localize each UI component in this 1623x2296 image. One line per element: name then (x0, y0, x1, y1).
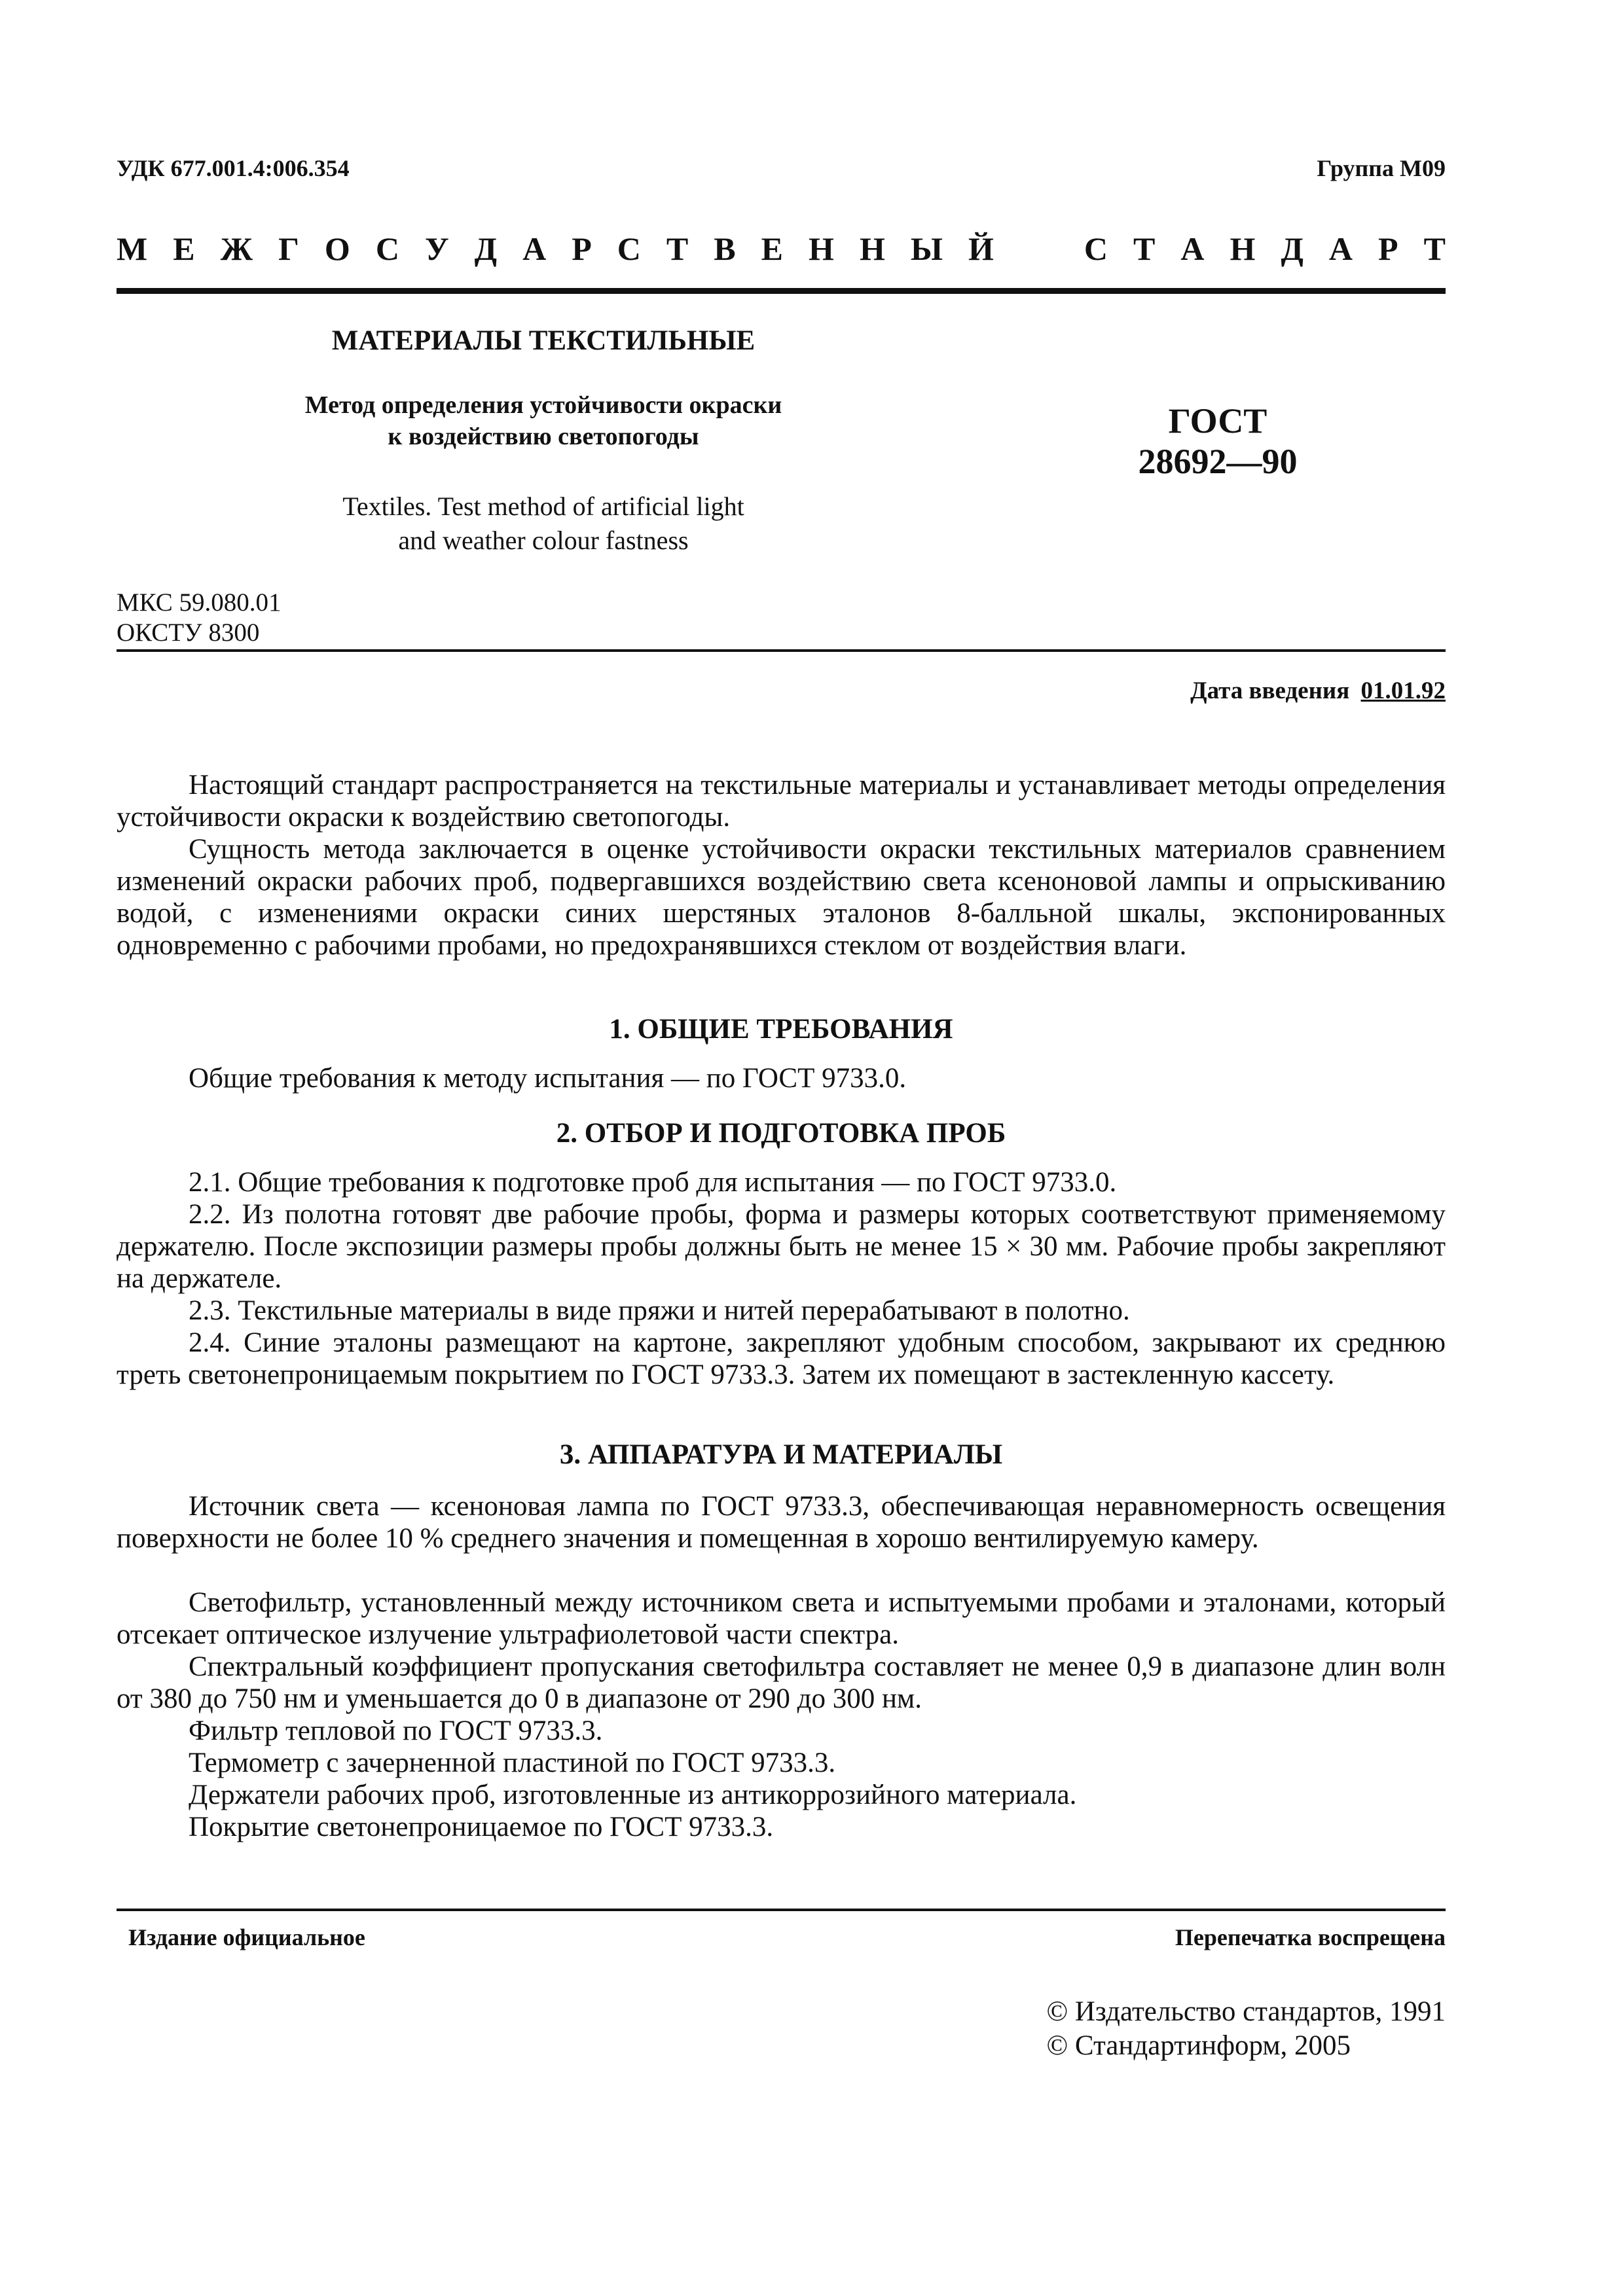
subtitle-ru-line1: Метод определения устойчивости окраски (304, 391, 782, 419)
banner-letter: Д (474, 230, 498, 267)
footer-rule (117, 1909, 1446, 1911)
subtitle-ru-line2: к воздействию светопогоды (388, 423, 699, 450)
banner-letter: А (1328, 230, 1353, 267)
banner-letter: Ы (910, 230, 943, 267)
document-title: МАТЕРИАЛЫ ТЕКСТИЛЬНЫЕ (331, 325, 756, 356)
clause-2-2: 2.2. Из полотна готовят две рабочие пробы, форма и размеры которых соответствуют применяемому держателю. После экспозиции размеры пробы должны быть не менее 15 × 30 мм. Рабочие пробы закрепляют на держателе. (117, 1199, 1446, 1294)
section-3-title: 3. АППАРАТУРА И МАТЕРИАЛЫ (559, 1439, 1003, 1470)
subtitle-en (242, 490, 845, 558)
banner-letter: Д (1281, 230, 1304, 267)
banner-letter: В (714, 230, 736, 267)
gost-label: ГОСТ (1168, 401, 1267, 440)
banner-letter: Н (1230, 230, 1256, 267)
section-3-transmission: Спектральный коэффициент пропускания светофильтра составляет не менее 0,9 в диапазоне длин волн от 380 до 750 нм и уменьшается до 0 в диапазоне от 290 до 300 нм. (117, 1651, 1446, 1714)
classification-codes (117, 588, 281, 648)
banner-letter: Е (761, 230, 783, 267)
banner-letter: Р (1378, 230, 1398, 267)
section-3-light-source: Источник света — ксеноновая лампа по ГОСТ 9733.3, обеспечивающая неравномерность освещения поверхности не более 10 % среднего значения и помещенная в хорошо вентилируемую камеру. (117, 1491, 1446, 1554)
intro-date-label: Дата введения (1190, 677, 1350, 704)
clause-2-4: 2.4. Синие эталоны размещают на картоне, закрепляют удобным способом, закрывают их среднюю треть светонепроницаемым покрытием по ГОСТ 9733.3. Затем их помещают в застекленную кассету. (117, 1327, 1446, 1390)
clause-2-3: 2.3. Текстильные материалы в виде пряжи и нитей перерабатывают в полотно. (189, 1295, 1130, 1326)
standard-banner (117, 229, 1446, 268)
banner-letter: А (1180, 230, 1205, 267)
banner-letter: Т (1133, 230, 1156, 267)
banner-letter: М (117, 230, 148, 267)
subtitle-en-line1: Textiles. Test method of artificial light (342, 492, 744, 521)
banner-letter: А (522, 230, 547, 267)
banner-letter: С (617, 230, 641, 267)
intro-date-value: 01.01.92 (1360, 677, 1446, 704)
banner-letter: Г (278, 230, 299, 267)
banner-letter: С (375, 230, 399, 267)
copyright-block (1046, 1995, 1446, 2063)
reprint-prohibited: Перепечатка воспрещена (1175, 1924, 1446, 1950)
banner-letter: Н (859, 230, 885, 267)
section-3-filter: Светофильтр, установленный между источником света и испытуемыми пробами и эталонами, который отсекает оптическое излучение ультрафиолетовой части спектра. (117, 1587, 1446, 1650)
section-3-thermometer: Термометр с зачерненной пластиной по ГОСТ 9733.3. (189, 1748, 836, 1778)
gost-number: 28692—90 (1138, 442, 1298, 481)
official-edition: Издание официальное (128, 1924, 365, 1950)
gost-designation (1080, 401, 1355, 482)
header-rule (117, 288, 1446, 294)
banner-letter: Й (968, 230, 994, 267)
section-3-holders: Держатели рабочих проб, изготовленные из антикоррозийного материала. (189, 1780, 1077, 1810)
banner-letter: С (1084, 230, 1108, 267)
banner-letter: У (424, 230, 449, 267)
section-2-title: 2. ОТБОР И ПОДГОТОВКА ПРОБ (556, 1118, 1006, 1149)
banner-letter: Ж (220, 230, 253, 267)
banner-letter: Т (1423, 230, 1446, 267)
okstu-code: ОКСТУ 8300 (117, 619, 260, 647)
subtitle-ru (242, 389, 845, 452)
subtitle-en-line2: and weather colour fastness (398, 526, 689, 555)
group-code: Группа М09 (1317, 155, 1446, 181)
banner-letter: Е (173, 230, 195, 267)
udk-code: УДК 677.001.4:006.354 (117, 155, 350, 181)
intro-paragraph-2: Сущность метода заключается в оценке устойчивости окраски текстильных материалов сравнением изменений окраски рабочих проб, подвергавшихся воздействию света ксеноновой лампы и опрыскиванию водой, с изменениями окраски синих шерстяных эталонов 8-балльной шкалы, экспонированных одновременно с рабочими пробами, но предохранявшихся стеклом от воздействия влаги. (117, 834, 1446, 961)
section-3-cover: Покрытие светонепроницаемое по ГОСТ 9733.3. (189, 1812, 774, 1842)
introduction-date (1190, 676, 1446, 706)
banner-letter: Т (666, 230, 689, 267)
section-3-heat-filter: Фильтр тепловой по ГОСТ 9733.3. (189, 1715, 603, 1746)
copyright-2005: © Стандартинформ, 2005 (1046, 2030, 1351, 2061)
copyright-1991: © Издательство стандартов, 1991 (1046, 1996, 1446, 2027)
banner-letter: О (324, 230, 350, 267)
intro-paragraph-1: Настоящий стандарт распространяется на текстильные материалы и устанавливает методы определения устойчивости окраски к воздействию светопогоды. (117, 770, 1446, 833)
mks-code: МКС 59.080.01 (117, 588, 282, 617)
clause-2-1: 2.1. Общие требования к подготовке проб для испытания — по ГОСТ 9733.0. (189, 1167, 1117, 1198)
banner-letter: Р (572, 230, 592, 267)
section-1-title: 1. ОБЩИЕ ТРЕБОВАНИЯ (609, 1014, 953, 1045)
section-1-paragraph: Общие требования к методу испытания — по ГОСТ 9733.0. (189, 1063, 907, 1094)
classification-rule (117, 649, 1446, 652)
banner-letter: Н (809, 230, 834, 267)
